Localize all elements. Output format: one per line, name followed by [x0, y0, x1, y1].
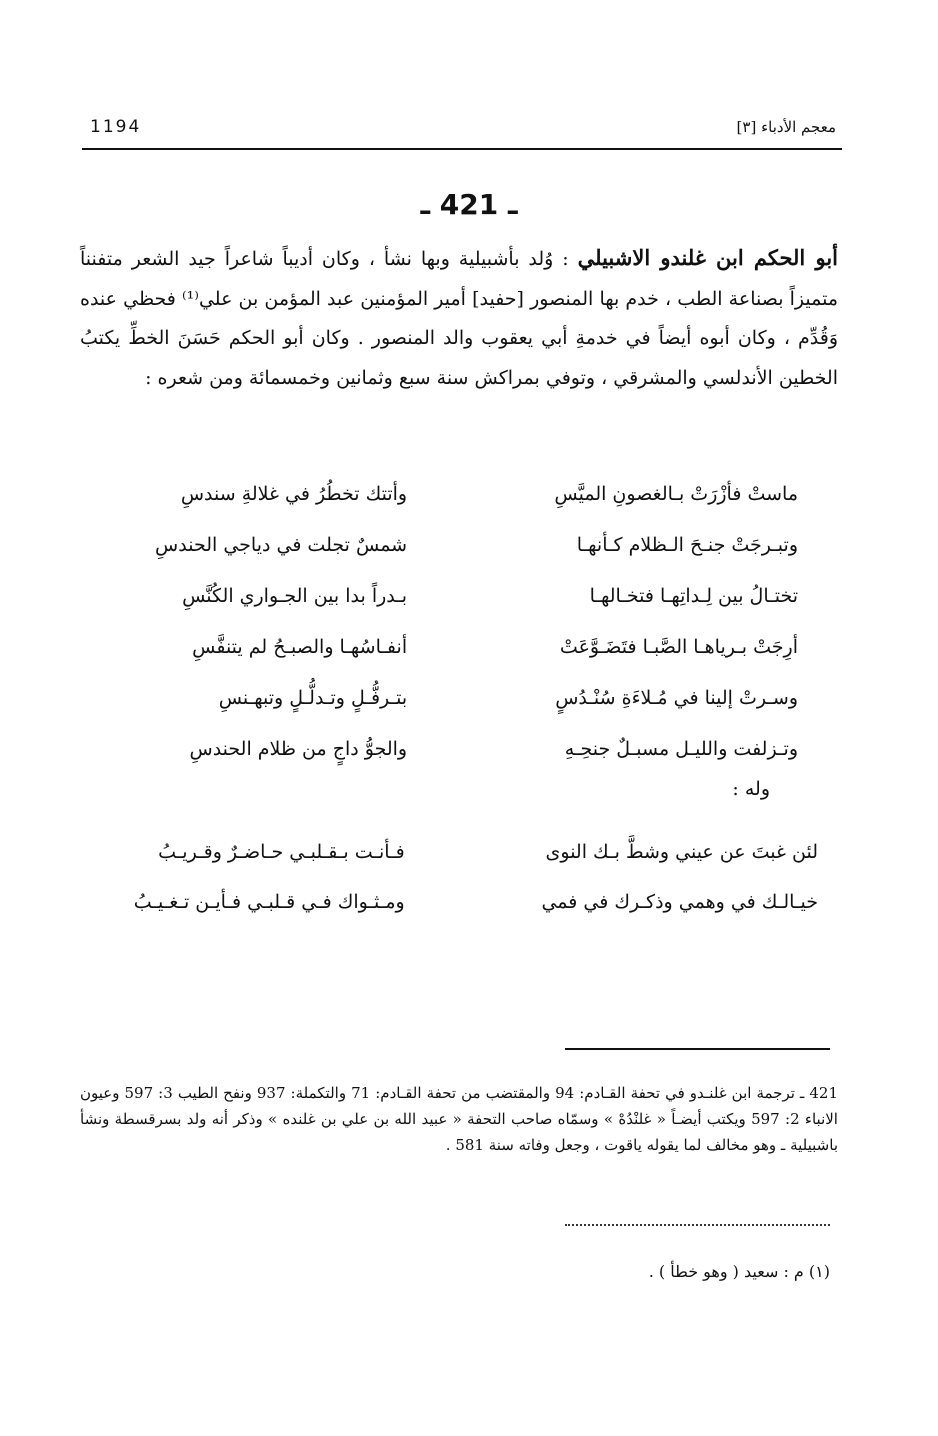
verse-first-hemistich: لئن غبتَ عن عيني وشطَّ بـك النوى — [545, 841, 818, 863]
subject-name: أبو الحكم ابن غلندو الاشبيلي — [577, 245, 838, 270]
verse-second-hemistich: شمسٌ تجلت في دياجي الحندسِ — [155, 534, 408, 556]
verse-line — [80, 836, 818, 886]
verse-second-hemistich: ومـثـواك فـي قـلبـي فـأيـن تـغـيـبُ — [133, 891, 405, 913]
biography-text: : وُلد بأشبيلية وبها نشأ ، وكان أديباً شاعراً جيد الشعر متفنناً متميزاً بصناعة الطب ، خدم بها المنصور [حفيد] أمير المؤمنين عبد المؤمن بن علي⁽¹⁾ فحظي عنده وَقُدِّم ، وكان أبوه أيضاً في خدمةِ أبي يعقوب والد المنصور . وكان أبو الحكم حَسَنَ الخطِّ يكتبُ الخطين الأندلسي والمشرقي ، وتوفي بمراكش سنة سبع وثمانين وخمسمائة ومن شعره : — [80, 248, 838, 389]
verse-line — [100, 631, 798, 682]
verse-first-hemistich: تختـالُ بين لِـداتِهـا فتخـالهـا — [589, 585, 798, 607]
header-divider — [82, 148, 842, 150]
poem-1 — [100, 478, 798, 784]
verse-second-hemistich: أنفـاسُهـا والصبـحُ لم يتنفَّسِ — [192, 636, 408, 658]
running-header-title: معجم الأدباء [٣] — [736, 118, 836, 136]
verse-line — [100, 529, 798, 580]
verse-first-hemistich: ماستْ فأزْرَتْ بـالغصونِ الميَّسِ — [554, 483, 798, 505]
footnote-divider — [565, 1048, 830, 1050]
verse-first-hemistich: وسـرتْ إلينا في مُـلاءَةِ سُنْـدُسٍ — [555, 687, 798, 709]
verse-first-hemistich: خيـالـك في وهمي وذكـرك في فمي — [541, 891, 818, 913]
verse-line — [100, 580, 798, 631]
verse-line — [80, 886, 818, 936]
verse-second-hemistich: بـدراً بدا بين الجـواري الكُنَّسِ — [182, 585, 408, 607]
dotted-divider — [565, 1224, 830, 1226]
biography-paragraph — [80, 238, 838, 398]
verse-second-hemistich: فـأنـت بـقـلبـي حـاضـرٌ وقـريـبُ — [158, 841, 405, 863]
poem-2-intro: وله : — [732, 778, 770, 800]
verse-line — [100, 478, 798, 529]
verse-line — [100, 682, 798, 733]
poem-2 — [80, 836, 818, 936]
footnote: (١) م : سعيد ( وهو خطأ ) . — [648, 1262, 830, 1281]
verse-line — [100, 733, 798, 784]
verse-second-hemistich: وأتتك تخطُرُ في غلالةِ سندسِ — [180, 483, 408, 505]
page-number: 1194 — [90, 117, 142, 137]
verse-first-hemistich: أرِجَتْ بـرياهـا الصَّبـا فتَضَـوَّعَتْ — [559, 636, 798, 658]
verse-second-hemistich: بتـرفُّـلٍ وتـدلُّـلٍ وتبهـنسِ — [218, 687, 408, 709]
reference-note: 421 ـ ترجمة ابن غلنـدو في تحفة القـادم: 94 والمقتضب من تحفة القـادم: 71 والتكملة: 937 ونفح الطيب 3: 597 وعيون الانباء 2: 597 ويكتب أيضـاً « غلنْدُهْ » وسمّاه صاحب التحفة « عبيد الله بن علي بن غلنده » وذكر أنه ولد بسرقسطة ونشأ باشبيلية ـ وهو مخالف لما يقوله ياقوت ، وجعل وفاته سنة 581 . — [80, 1084, 838, 1154]
verse-second-hemistich: والجوُّ داجٍ من ظلام الحندسِ — [189, 738, 408, 760]
entry-number: ـ 421 ـ — [420, 188, 518, 221]
verse-first-hemistich: وتـزلفت والليـل مسبـلٌ جنحِـهِ — [564, 738, 798, 760]
verse-first-hemistich: وتبـرجَتْ جنـحَ الـظلام كـأنهـا — [576, 534, 798, 556]
